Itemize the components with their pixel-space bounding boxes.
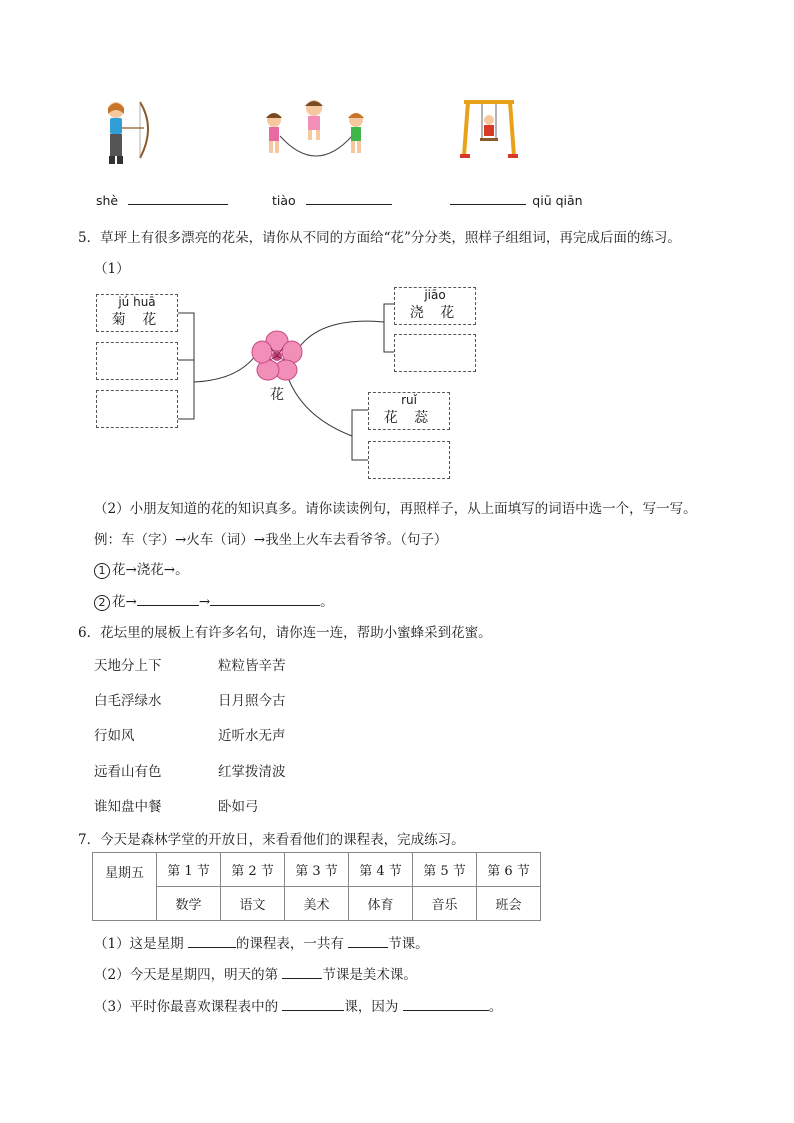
q7-item3-blank-subject[interactable] [282, 998, 344, 1011]
q5-item2-blank-word[interactable] [137, 593, 199, 606]
q5-item2-prefix: 花→ [112, 594, 137, 610]
q6-left-3[interactable]: 行如风 [94, 728, 135, 744]
mindmap-blank-box-right-4[interactable] [368, 441, 450, 479]
mindmap-center-label: 花 [270, 387, 284, 403]
circled-number-1: 1 [94, 563, 110, 579]
q6-left-4[interactable]: 远看山有色 [94, 764, 162, 780]
q7-item1-part-b: 的课程表，一共有 [235, 936, 344, 952]
mindmap-box-huarui [368, 392, 450, 430]
q7-item2-part-b: 节课是美术课。 [322, 967, 417, 983]
pinyin-tiao: tiào [272, 193, 296, 208]
box-hanzi-jiaohua: 浇 花 [409, 305, 461, 321]
q5-item1 [94, 558, 189, 579]
q7-item3-blank-reason[interactable] [403, 998, 489, 1011]
schedule-subject-4: 体育 [349, 887, 413, 921]
q5-item2-blank-sentence[interactable] [210, 593, 320, 606]
q7-item3-part-c: 。 [488, 999, 503, 1015]
q6-right-3[interactable]: 近听水无声 [218, 728, 286, 744]
pinyin-qiuqian: qiū qiān [532, 193, 583, 208]
schedule-subject-1: 数学 [157, 887, 221, 921]
schedule-subject-row [93, 887, 541, 921]
q7-title: 7．今天是森林学堂的开放日，来看看他们的课程表，完成练习。 [78, 832, 465, 848]
q6-right-5[interactable]: 卧如弓 [218, 799, 259, 815]
circled-number-2: 2 [94, 595, 110, 611]
q6-left-5[interactable]: 谁知盘中餐 [94, 799, 162, 815]
q7-item1 [94, 932, 429, 952]
q5-item2 [94, 590, 334, 611]
q5-part1-label: （1） [94, 261, 130, 277]
schedule-header-row [93, 853, 541, 887]
mindmap-blank-box-right-2[interactable] [394, 334, 476, 372]
q7-item2-blank-period[interactable] [282, 966, 322, 979]
q6-title: 6．花坛里的展板上有许多名句，请你连一连，帮助小蜜蜂采到花蜜。 [78, 625, 492, 641]
q7-item3 [94, 995, 502, 1015]
q7-item1-part-c: 节课。 [388, 936, 429, 952]
q5-item2-arrow: → [198, 594, 211, 610]
schedule-subject-2: 语文 [221, 887, 285, 921]
box-pinyin-jiaohua: jiāo [424, 288, 446, 302]
schedule-subject-6: 班会 [477, 887, 541, 921]
q5-title: 5．草坪上有很多漂亮的花朵，请你从不同的方面给“花”分分类，照样子组组词，再完成后面的练习。 [78, 230, 681, 246]
pinyin-she: shè [96, 193, 119, 208]
schedule-subject-3: 美术 [285, 887, 349, 921]
schedule-period-3: 第 3 节 [285, 853, 349, 887]
schedule-period-4: 第 4 节 [349, 853, 413, 887]
schedule-period-1: 第 1 节 [157, 853, 221, 887]
box-hanzi-juhua: 菊 花 [111, 312, 163, 328]
q5-item1-text: 花→浇花→。 [112, 562, 189, 578]
box-hanzi-huarui: 花 蕊 [383, 410, 435, 426]
mindmap-blank-box-left-3[interactable] [96, 390, 178, 428]
flower-icon [251, 330, 303, 382]
mindmap-box-juhua [96, 294, 178, 332]
q7-item1-blank-day[interactable] [188, 935, 236, 948]
mindmap-blank-box-left-2[interactable] [96, 342, 178, 380]
box-pinyin-huarui: ruǐ [401, 393, 417, 407]
q6-right-1[interactable]: 粒粒皆辛苦 [218, 658, 286, 674]
q5-item2-end: 。 [320, 594, 334, 610]
q7-item1-blank-count[interactable] [348, 935, 388, 948]
schedule-table [92, 852, 541, 921]
mindmap-box-jiaohua [394, 287, 476, 325]
q6-left-2[interactable]: 白毛浮绿水 [94, 693, 162, 709]
q7-item3-part-a: （3）平时你最喜欢课程表中的 [94, 999, 279, 1015]
q7-item3-part-b: 课，因为 [344, 999, 399, 1015]
schedule-day-cell: 星期五 [93, 853, 157, 921]
q7-item1-part-a: （1）这是星期 [94, 936, 184, 952]
q5-part2-instruction: （2）小朋友知道的花的知识真多。请你读读例句，再照样子，从上面填写的词语中选一个，写一写。 [94, 501, 697, 517]
q6-left-1[interactable]: 天地分上下 [94, 658, 162, 674]
schedule-subject-5: 音乐 [413, 887, 477, 921]
q6-right-4[interactable]: 红掌拨清波 [218, 764, 286, 780]
box-pinyin-juhua: jú huā [118, 295, 156, 309]
q7-item2 [94, 963, 417, 983]
q5-example: 例：车（字）→火车（词）→我坐上火车去看爷爷。（句子） [94, 532, 448, 548]
q7-item2-part-a: （2）今天是星期四，明天的第 [94, 967, 279, 983]
q6-right-2[interactable]: 日月照今古 [218, 693, 286, 709]
schedule-period-5: 第 5 节 [413, 853, 477, 887]
schedule-period-2: 第 2 节 [221, 853, 285, 887]
schedule-period-6: 第 6 节 [477, 853, 541, 887]
